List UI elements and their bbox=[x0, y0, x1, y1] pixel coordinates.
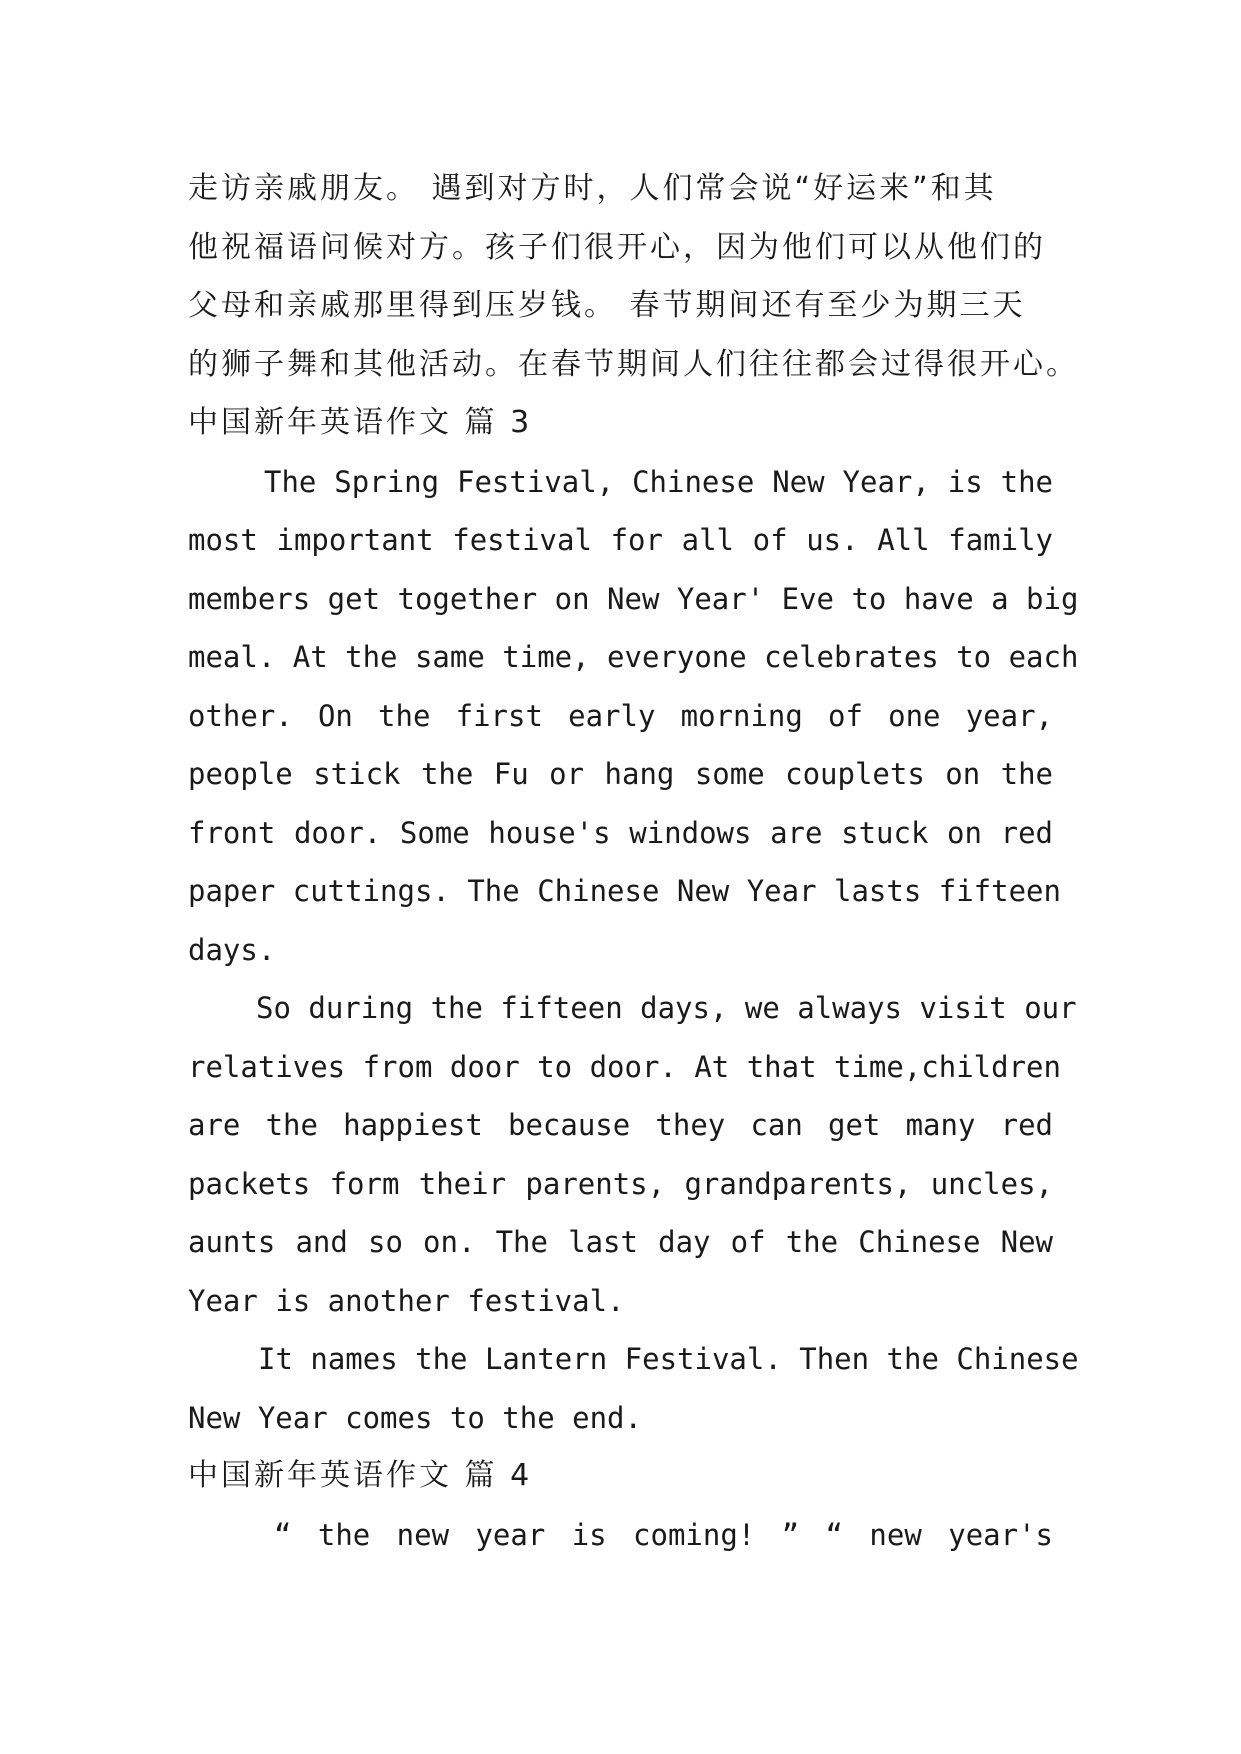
text-line: days. bbox=[188, 932, 276, 967]
text-line: aunts and so on. The last day of the Chinese New bbox=[188, 1225, 1053, 1259]
section-heading: 中国新年英语作文 篇 4 bbox=[188, 1458, 533, 1493]
text-line: packets form their parents, grandparents, uncles, bbox=[188, 1166, 1053, 1201]
text-line: relatives from door to door. At that time,children bbox=[188, 1049, 1061, 1084]
text-line: 的狮子舞和其他活动。在春节期间人们往往都会过得很开心。 bbox=[188, 346, 1079, 382]
english-paragraph bbox=[188, 453, 1079, 980]
text-line: 走访亲戚朋友。 遇到对方时，人们常会说“好运来”和其 bbox=[188, 171, 997, 206]
text-line: members get together on New Year' Eve to have a big bbox=[188, 581, 1079, 616]
chinese-paragraph bbox=[188, 160, 1079, 394]
text-line: 他祝福语问候对方。孩子们很开心，因为他们可以从他们的 bbox=[188, 229, 1046, 265]
text-line: New Year comes to the end. bbox=[188, 1400, 642, 1435]
text-line: people stick the Fu or hang some couplets on the bbox=[188, 757, 1053, 791]
text-line: other. On the first early morning of one year, bbox=[188, 698, 1053, 733]
text-line: paper cuttings. The Chinese New Year lasts fifteen bbox=[188, 874, 1061, 908]
text-line: Year is another festival. bbox=[188, 1283, 625, 1318]
text-line: “ the new year is coming! ” “ new year's bbox=[274, 1517, 1053, 1552]
text-line: are the happiest because they can get many red bbox=[188, 1108, 1053, 1142]
text-line: meal. At the same time, everyone celebrates to each bbox=[188, 640, 1079, 674]
english-paragraph bbox=[188, 979, 1077, 1330]
document-body bbox=[188, 160, 1079, 1564]
text-line: It names the Lantern Festival. Then the Chinese bbox=[258, 1342, 1079, 1376]
text-line: So during the fifteen days, we always visit our bbox=[256, 991, 1077, 1025]
text-line: front door. Some house's windows are stuck on red bbox=[188, 815, 1053, 850]
english-paragraph bbox=[188, 1330, 1079, 1447]
english-paragraph bbox=[188, 1506, 1053, 1565]
text-line: most important festival for all of us. All family bbox=[188, 523, 1053, 557]
text-line: 父母和亲戚那里得到压岁钱。 春节期间还有至少为期三天 bbox=[188, 288, 1026, 323]
section-heading: 中国新年英语作文 篇 3 bbox=[188, 405, 533, 440]
text-line: The Spring Festival, Chinese New Year, is the bbox=[264, 464, 1053, 499]
